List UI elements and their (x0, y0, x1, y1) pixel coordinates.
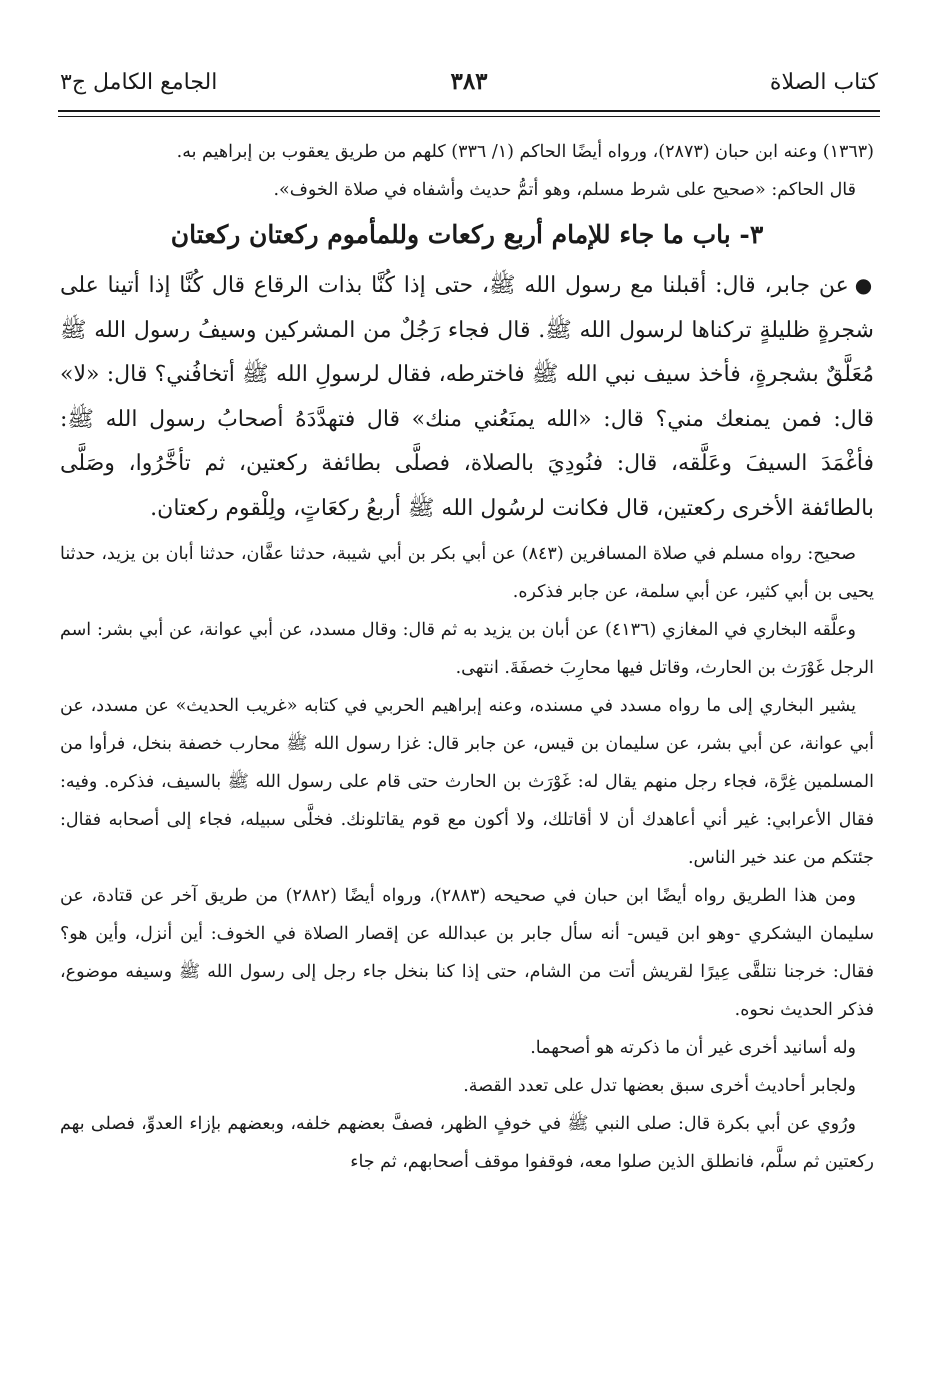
footnote-paragraph: (١٣٦٣) وعنه ابن حبان (٢٨٧٣)، ورواه أيضًا الحاكم (١/ ٣٣٦) كلهم من طريق يعقوب بن إبراهيم به. (176, 142, 874, 162)
header-book-section: كتاب الصلاة (769, 70, 878, 95)
commentary-paragraph: ورُوي عن أبي بكرة قال: صلى النبي ﷺ في خوفٍ الظهر، فصفَّ بعضهم خلفه، وبعضهم بإزاء العدوِّ، فصلى بهم ركعتين ثم سلَّم، فانطلق الذين صلوا معه، فوقفوا موقف أصحابهم، ثم جاء (60, 1114, 874, 1172)
header-rule-thick (58, 110, 880, 112)
running-header (60, 62, 878, 102)
header-book-title: الجامع الكامل ج٣ (60, 70, 218, 95)
hadith-body: عن جابر، قال: أقبلنا مع رسول الله ﷺ، حتى إذا كُنَّا بذات الرقاع قال كُنَّا إذا أتينا على شجرةٍ ظليلةٍ تركناها لرسول الله ﷺ. قال فجاء رَجُلٌ من المشركين وسيفُ رسول الله ﷺ مُعَلَّقٌ بشجرةٍ، فأخذ سيف نبي الله ﷺ فاخترطه، فقال لرسولِ الله ﷺ أتخافُني؟ قال: «لا» قال: فمن يمنعك مني؟ قال: «الله يمنَعُني منك» قال فتهدَّدَهُ أصحابُ رسول الله ﷺ: فأغْمَدَ السيفَ وعَلَّقه، قال: فنُودِيَ بالصلاة، فصلَّى بطائفة ركعتين، ثم تأخَّرُوا، وصَلَّى بالطائفة الأخرى ركعتين، قال فكانت لرسُول الله ﷺ أربعُ ركعَاتٍ، ولِلْقوم ركعتان. (60, 273, 874, 521)
footnote-paragraph: قال الحاكم: «صحيح على شرط مسلم، وهو أتمُّ حديث وأشفاه في صلاة الخوف». (273, 180, 856, 200)
page-number: ٣٨٣ (450, 68, 488, 95)
header-rule-thin (58, 116, 880, 117)
bullet-icon: ● (854, 273, 874, 297)
commentary-paragraph: صحيح: رواه مسلم في صلاة المسافرين (٨٤٣) عن أبي بكر بن أبي شيبة، حدثنا عفَّان، حدثنا أبان بن يزيد، حدثنا يحيى بن أبي كثير، عن أبي سلمة، عن جابر فذكره. (60, 544, 874, 602)
commentary-paragraph: وله أسانيد أخرى غير أن ما ذكرته هو أصحهما. (530, 1038, 856, 1058)
commentary-paragraph: ولجابر أحاديث أخرى سبق بعضها تدل على تعدد القصة. (463, 1076, 856, 1096)
commentary-paragraph: ومن هذا الطريق رواه أيضًا ابن حبان في صحيحه (٢٨٨٣)، ورواه أيضًا (٢٨٨٢) من طريق آخر عن قتادة، عن سليمان اليشكري -وهو ابن قيس- أنه سأل جابر بن عبدالله عن إقصار الصلاة في الخوف: أين أنزل، وأين هو؟ فقال: خرجنا نتلقَّى عِيرًا لقريش أتت من الشام، حتى إذا كنا بنخل جاء رجل إلى رسول الله ﷺ وسيفه موضوع، فذكر الحديث نحوه. (60, 886, 874, 1020)
commentary-paragraph: يشير البخاري إلى ما رواه مسدد في مسنده، وعنه إبراهيم الحربي في كتابه «غريب الحديث» عن مسدد، عن أبي عوانة، عن أبي بشر، عن سليمان بن قيس، عن جابر قال: غزا رسول الله ﷺ محارب خصفة بنخل، فرأوا من المسلمين غِرَّة، فجاء رجل منهم يقال له: غَوْرَث بن الحارث حتى قام على رسول الله ﷺ بالسيف، فذكره. وفيه: فقال الأعرابي: غير أني أعاهدك أن لا أقاتلك، ولا أكون مع قوم يقاتلونك. فخلَّى سبيله، فجاء إلى أصحابه فقال: جئتكم من عند خير الناس. (60, 696, 874, 868)
chapter-heading: ٣- باب ما جاء للإمام أربع ركعات وللمأموم ركعتان ركعتان (170, 220, 764, 249)
page-body (60, 133, 874, 1181)
hadith-text (60, 263, 874, 531)
commentary-paragraph: وعلَّقه البخاري في المغازي (٤١٣٦) عن أبان بن يزيد به ثم قال: وقال مسدد، عن أبي عوانة، عن أبي بشر: اسم الرجل غَوْرَث بن الحارث، وقاتل فيها محارِبَ خصفَةَ. انتهى. (60, 620, 874, 678)
